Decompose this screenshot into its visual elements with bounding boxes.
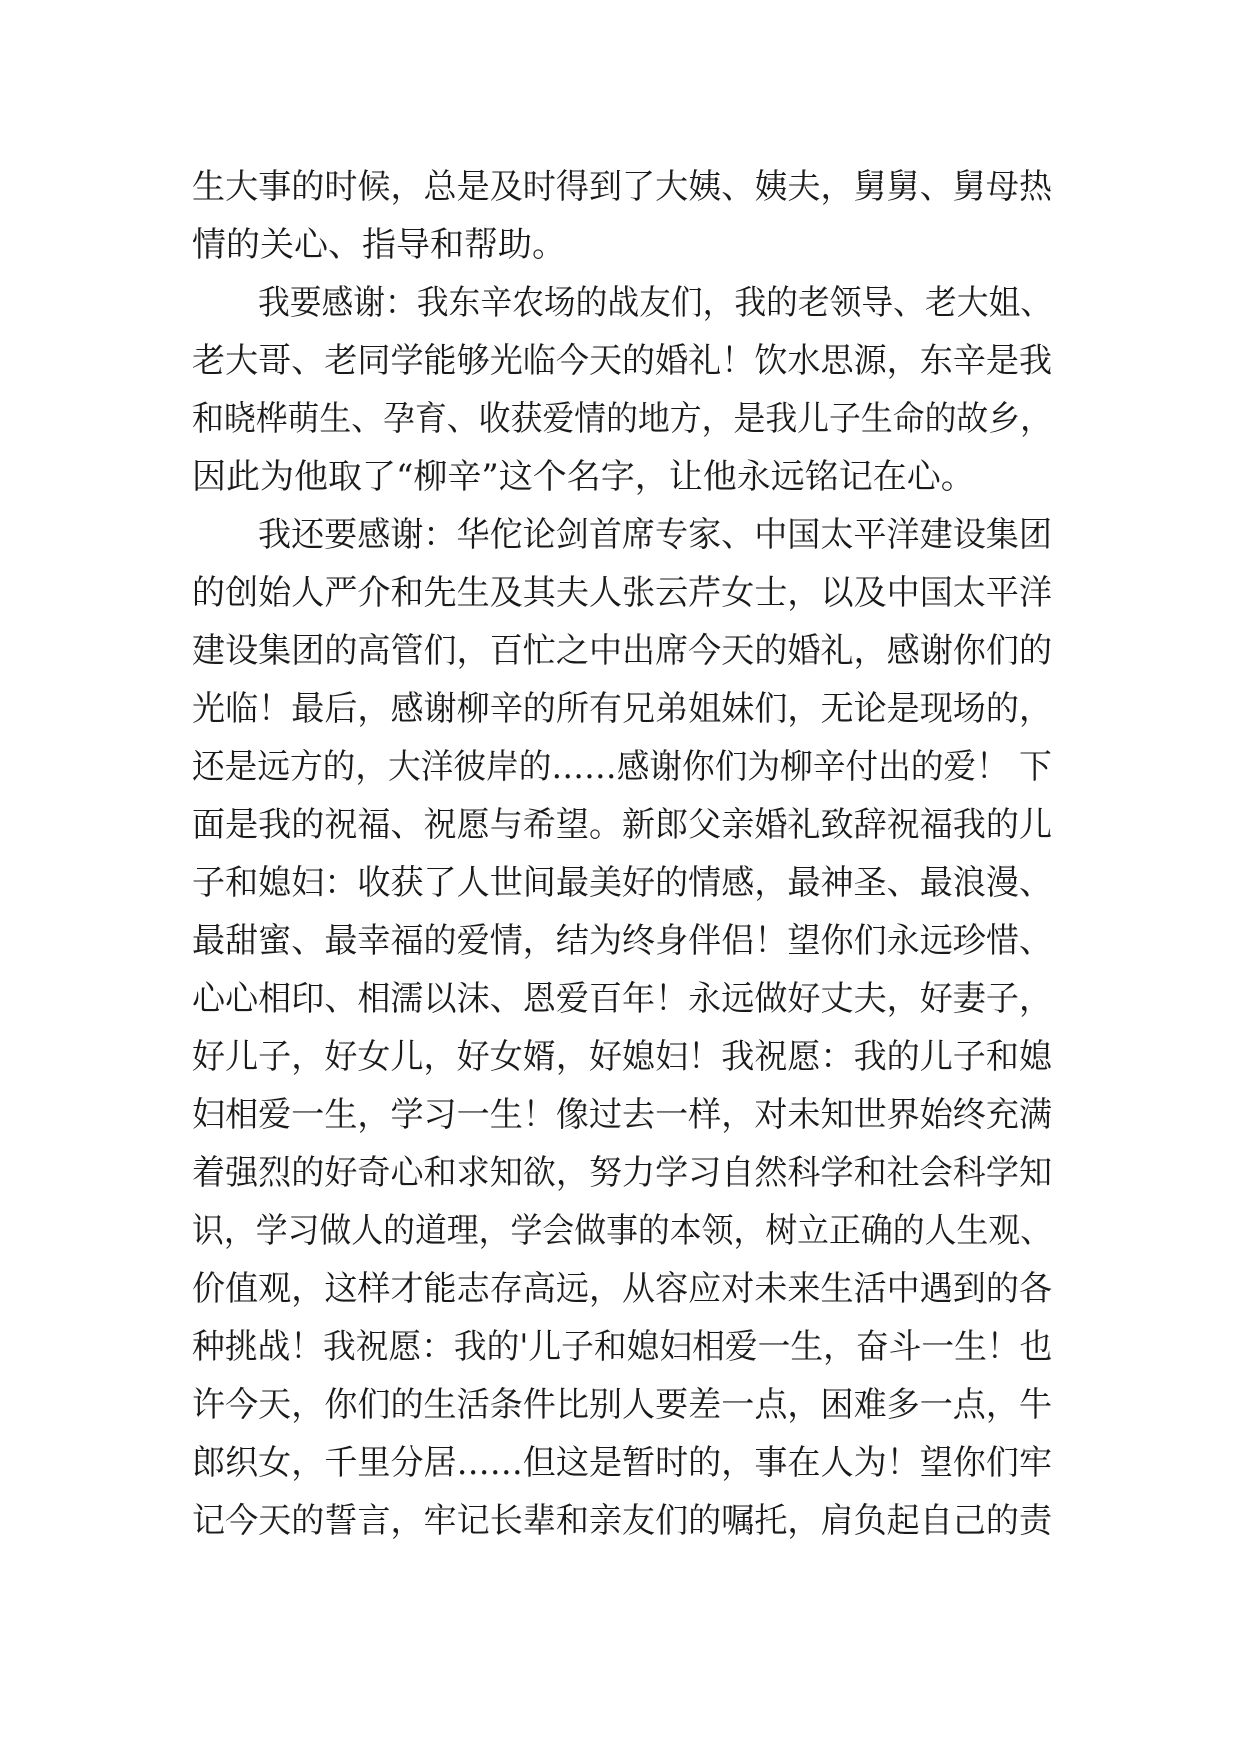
text-line: 妇相爱一生，学习一生！像过去一样，对未知世界始终充满 xyxy=(192,1095,1053,1135)
text-line: 光临！最后，感谢柳辛的所有兄弟姐妹们，无论是现场的， xyxy=(192,689,1053,729)
text-line: 情的关心、指导和帮助。 xyxy=(192,225,566,265)
text-line: 还是远方的，大洋彼岸的……感谢你们为柳辛付出的爱！ 下 xyxy=(192,747,1052,787)
text-line: 记今天的誓言，牢记长辈和亲友们的嘱托，肩负起自己的责 xyxy=(192,1501,1053,1541)
text-line: 郎织女，千里分居……但这是暂时的，事在人为！望你们牢 xyxy=(192,1443,1053,1483)
text-line: 子和媳妇：收获了人世间最美好的情感，最神圣、最浪漫、 xyxy=(192,863,1053,903)
text-line: 许今天，你们的生活条件比别人要差一点，困难多一点，牛 xyxy=(192,1385,1053,1425)
text-line: 最甜蜜、最幸福的爱情，结为终身伴侣！望你们永远珍惜、 xyxy=(192,921,1053,961)
text-line: 识，学习做人的道理，学会做事的本领，树立正确的人生观、 xyxy=(192,1211,1052,1251)
text-line: 生大事的时候，总是及时得到了大姨、姨夫，舅舅、舅母热 xyxy=(192,167,1053,207)
text-line: 面是我的祝福、祝愿与希望。新郎父亲婚礼致辞祝福我的儿 xyxy=(192,805,1053,845)
text-line: 种挑战！我祝愿：我的'儿子和媳妇相爱一生，奋斗一生！也 xyxy=(192,1327,1053,1367)
text-line: 好儿子，好女儿，好女婿，好媳妇！我祝愿：我的儿子和媳 xyxy=(192,1037,1053,1077)
text-line: 老大哥、老同学能够光临今天的婚礼！饮水思源，东辛是我 xyxy=(192,341,1053,381)
text-line: 因此为他取了“柳辛”这个名字，让他永远铭记在心。 xyxy=(192,457,975,497)
text-line: 建设集团的高管们，百忙之中出席今天的婚礼，感谢你们的 xyxy=(192,631,1053,671)
text-line: 着强烈的好奇心和求知欲，努力学习自然科学和社会科学知 xyxy=(192,1153,1053,1193)
text-line: 的创始人严介和先生及其夫人张云芹女士，以及中国太平洋 xyxy=(192,573,1053,613)
text-line: 和晓桦萌生、孕育、收获爱情的地方，是我儿子生命的故乡， xyxy=(192,399,1052,439)
text-line: 价值观，这样才能志存高远，从容应对未来生活中遇到的各 xyxy=(192,1269,1053,1309)
paragraph-start-line: 我还要感谢：华佗论剑首席专家、中国太平洋建设集团 xyxy=(258,515,1052,555)
text-line: 心心相印、相濡以沫、恩爱百年！永远做好丈夫，好妻子， xyxy=(192,979,1053,1019)
paragraph-start-line: 我要感谢：我东辛农场的战友们，我的老领导、老大姐、 xyxy=(258,283,1052,323)
